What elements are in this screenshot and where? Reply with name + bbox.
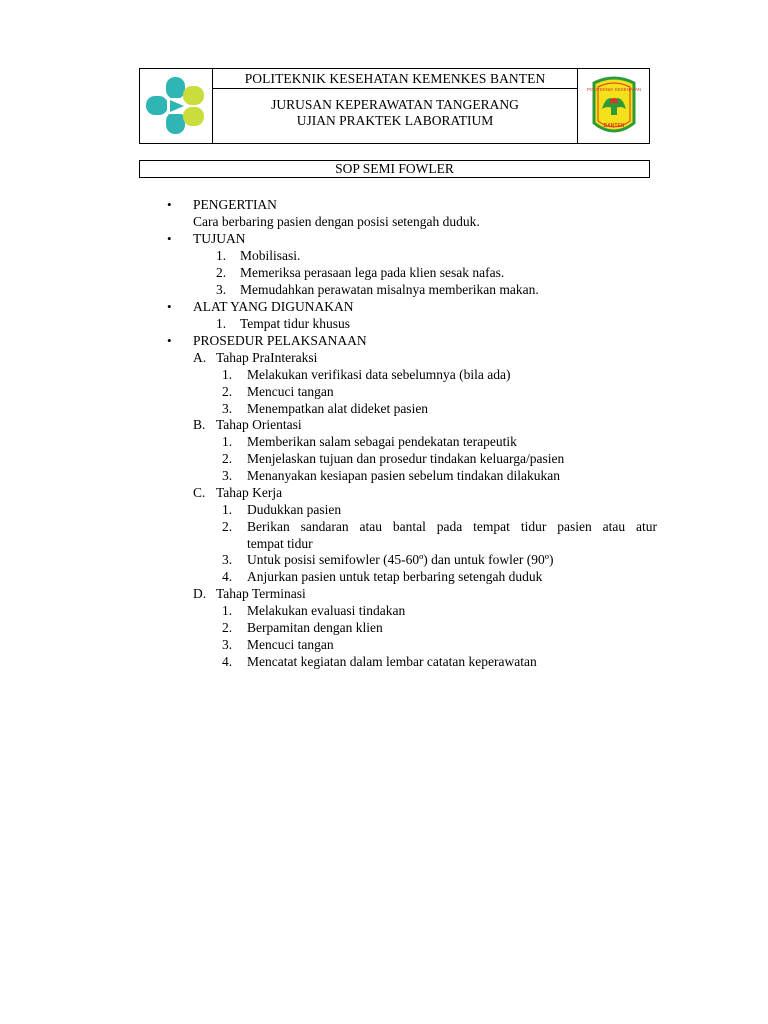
list-number: 3. — [216, 282, 227, 297]
stage-letter: D. — [193, 586, 207, 601]
list-item: Untuk posisi semifowler (45-60º) dan untuk fowler (90º) — [247, 552, 554, 567]
list-item: Melakukan evaluasi tindakan — [247, 603, 406, 618]
header-subtitle — [213, 97, 577, 129]
list-item: Tempat tidur khusus — [240, 316, 351, 331]
list-item: Mencuci tangan — [247, 637, 334, 652]
list-number: 1. — [222, 603, 233, 618]
list-number: 1. — [222, 502, 233, 517]
stage-letter: B. — [193, 417, 206, 432]
stage-name: Tahap PraInteraksi — [216, 350, 318, 365]
stage-name: Tahap Kerja — [216, 485, 283, 500]
exam-name: UJIAN PRAKTEK LABORATIUM — [296, 113, 494, 128]
institution-name: POLITEKNIK KESEHATAN KEMENKES BANTEN — [213, 69, 577, 89]
list-number: 4. — [222, 569, 233, 584]
list-item: Anjurkan pasien untuk tetap berbaring setengah duduk — [247, 569, 543, 584]
list-item: Memeriksa perasaan lega pada klien sesak nafas. — [240, 265, 505, 280]
list-item: Menjelaskan tujuan dan prosedur tindakan keluarga/pasien — [247, 451, 565, 466]
list-item: Mencuci tangan — [247, 384, 334, 399]
section-heading-tujuan: TUJUAN — [193, 231, 246, 246]
list-item: Memberikan salam sebagai pendekatan terapeutik — [247, 434, 517, 449]
poltekkes-seal-cell — [577, 69, 650, 143]
list-number: 3. — [222, 637, 233, 652]
list-number: 3. — [222, 468, 233, 483]
list-number: 2. — [222, 519, 233, 534]
bullet-icon: • — [167, 197, 172, 212]
list-number: 2. — [216, 265, 227, 280]
list-item: Melakukan verifikasi data sebelumnya (bila ada) — [247, 367, 511, 382]
list-number: 2. — [222, 620, 233, 635]
list-number: 4. — [222, 654, 233, 669]
list-number: 2. — [222, 384, 233, 399]
list-item: Menempatkan alat dideket pasien — [247, 401, 429, 416]
bullet-icon: • — [167, 333, 172, 348]
pengertian-text: Cara berbaring pasien dengan posisi setengah duduk. — [193, 214, 480, 229]
list-item-continuation: tempat tidur — [247, 536, 313, 551]
section-heading-prosedur: PROSEDUR PELAKSANAAN — [193, 333, 367, 348]
list-item: Berikan sandaran atau bantal pada tempat tidur pasien atau atur — [247, 519, 657, 534]
seal-text-bottom: BANTEN — [603, 123, 625, 129]
stage-name: Tahap Orientasi — [216, 417, 302, 432]
list-number: 3. — [222, 401, 233, 416]
seal-text-top: POLITEKNIK KESEHATAN — [586, 87, 642, 92]
list-number: 1. — [222, 434, 233, 449]
kemenkes-logo — [140, 69, 212, 143]
list-item: Menanyakan kesiapan pasien sebelum tindakan dilakukan — [247, 468, 561, 483]
list-item: Dudukkan pasien — [247, 502, 342, 517]
stage-letter: A. — [193, 350, 207, 365]
document-title: SOP SEMI FOWLER — [139, 160, 650, 178]
bullet-icon: • — [167, 299, 172, 314]
list-number: 2. — [222, 451, 233, 466]
list-number: 1. — [222, 367, 233, 382]
list-item: Mencatat kegiatan dalam lembar catatan keperawatan — [247, 654, 537, 669]
list-item: Memudahkan perawatan misalnya memberikan makan. — [240, 282, 539, 297]
list-item: Berpamitan dengan klien — [247, 620, 383, 635]
section-heading-alat: ALAT YANG DIGUNAKAN — [193, 299, 354, 314]
list-item: Mobilisasi. — [240, 248, 301, 263]
stage-name: Tahap Terminasi — [216, 586, 306, 601]
section-heading-pengertian: PENGERTIAN — [193, 197, 277, 212]
list-number: 1. — [216, 248, 227, 263]
header-table — [139, 68, 650, 144]
list-number: 1. — [216, 316, 227, 331]
list-number: 3. — [222, 552, 233, 567]
bullet-icon: • — [167, 231, 172, 246]
stage-letter: C. — [193, 485, 206, 500]
kemenkes-logo-cell — [140, 69, 213, 143]
poltekkes-seal — [578, 69, 650, 143]
department-name: JURUSAN KEPERAWATAN TANGERANG — [271, 97, 519, 112]
